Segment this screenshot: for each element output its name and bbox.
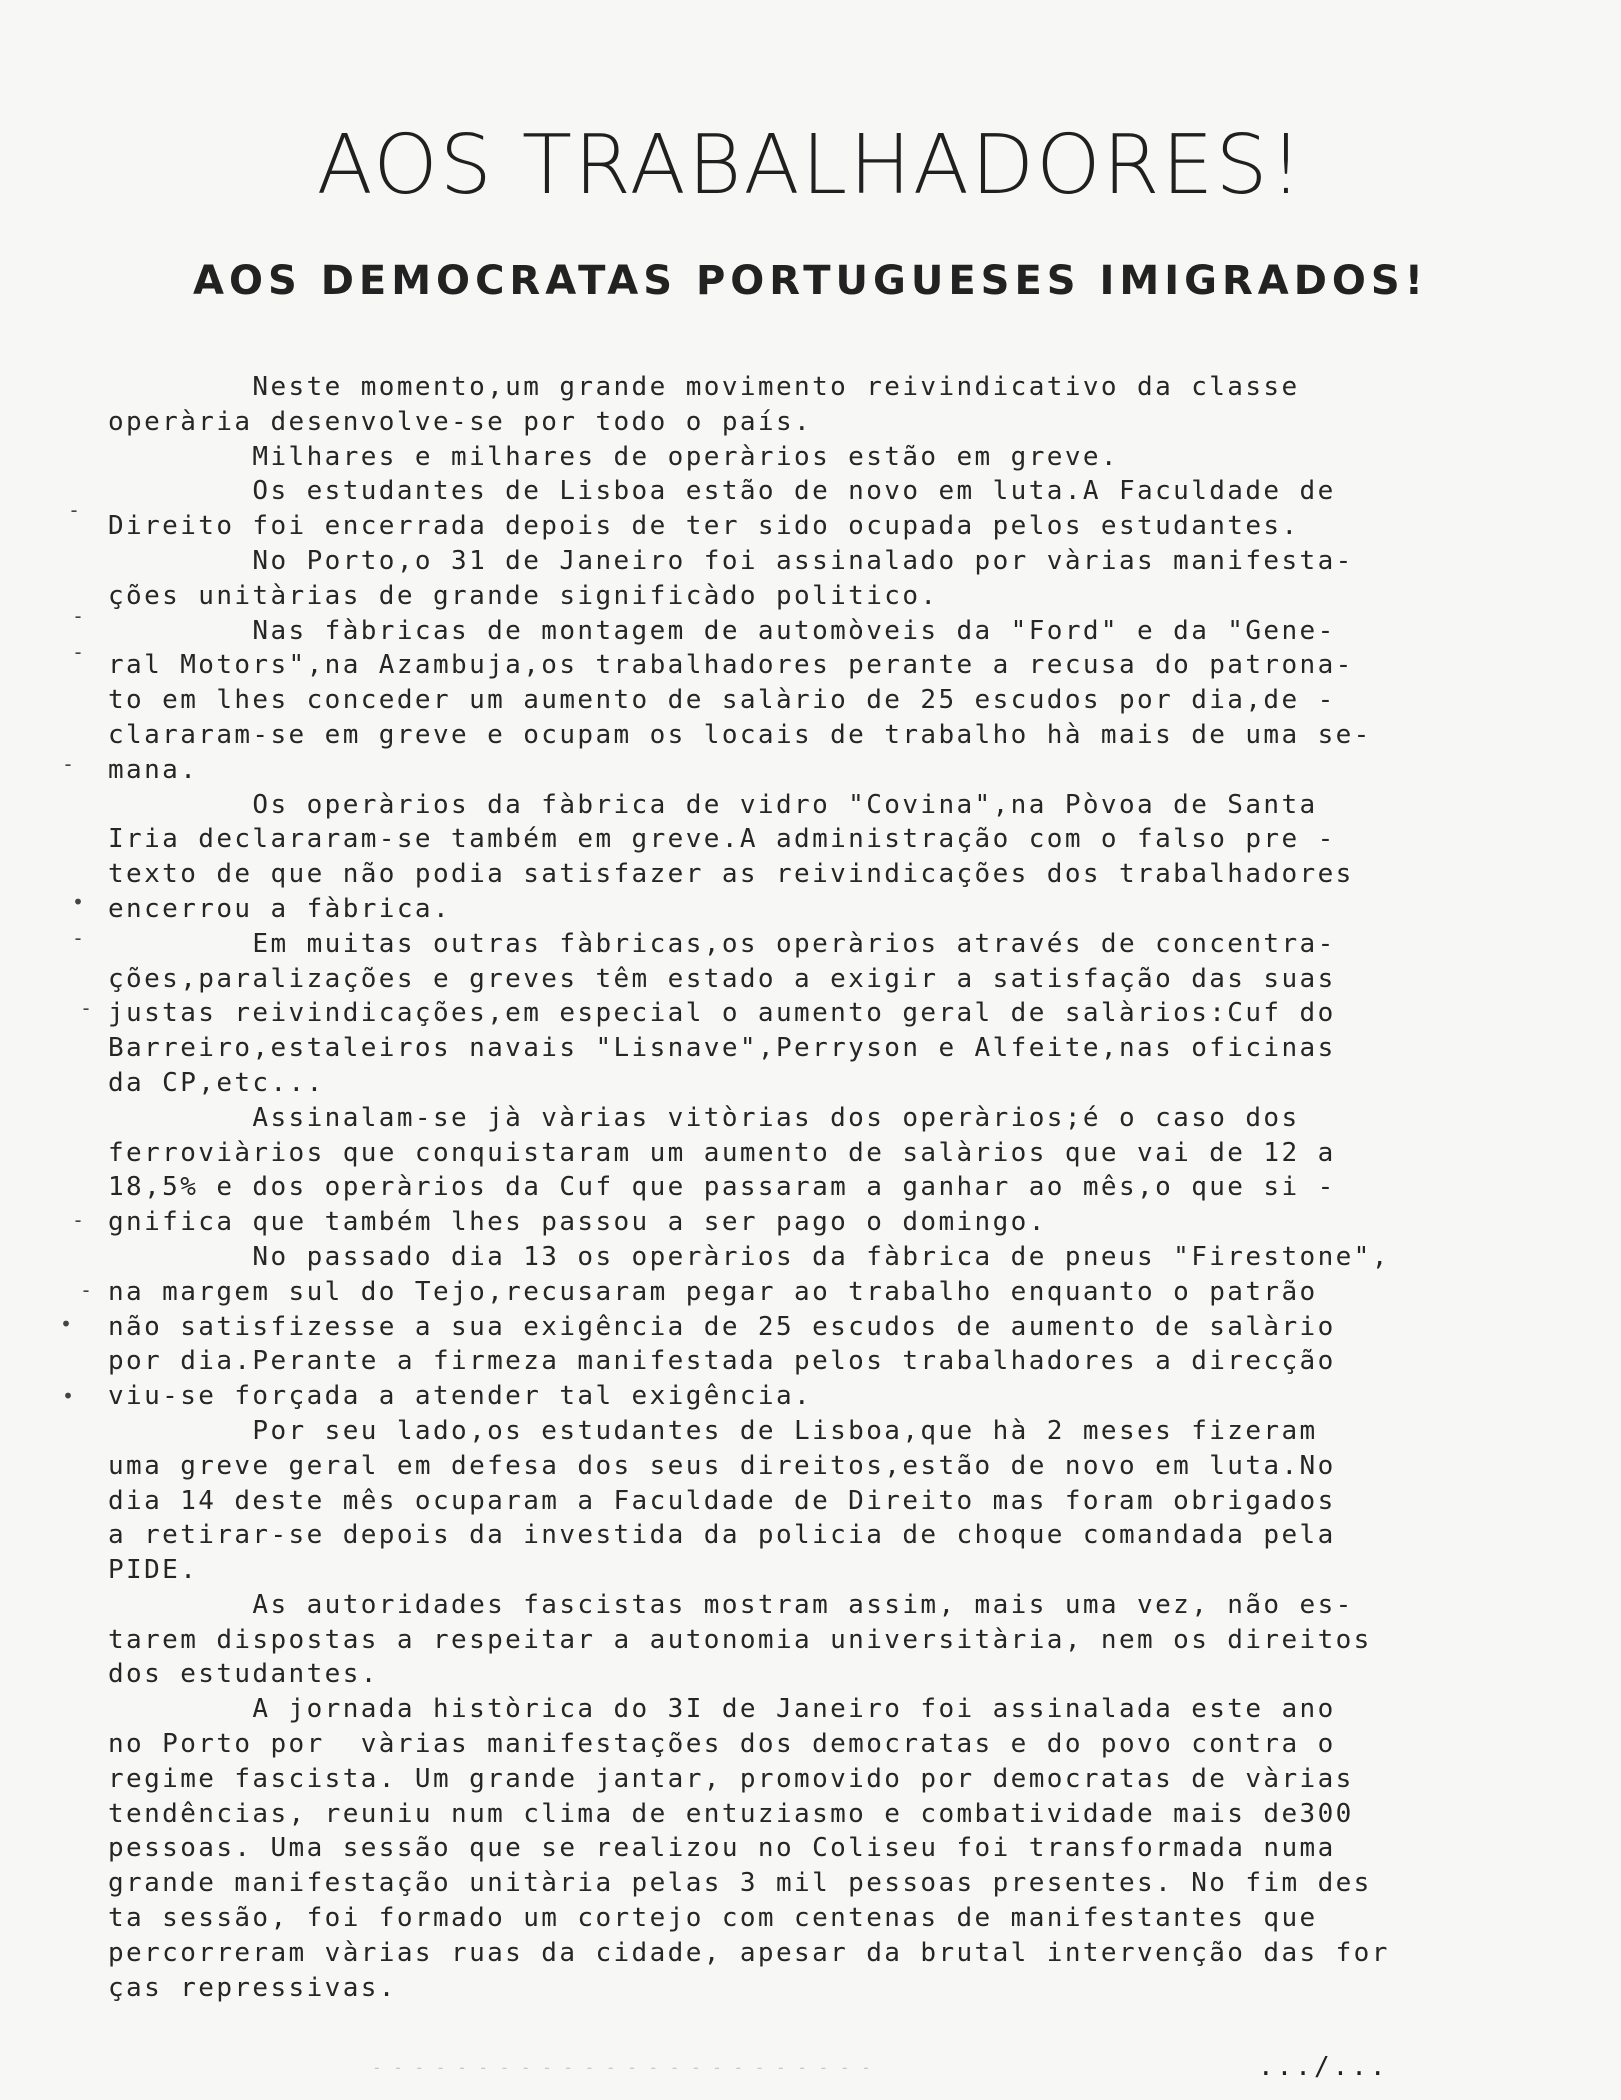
text-line: ções,paralizações e greves têm estado a exigir a satisfação das suas [108,963,1336,994]
text-line: ções unitàrias de grande significàdo politico. [108,580,939,611]
text-line: Em muitas outras fàbricas,os operàrios através de concentra- [108,928,1336,959]
margin-mark: - [72,604,85,628]
document-body [108,370,1528,2005]
text-line: clararam-se em greve e ocupam os locais de trabalho hà mais de uma se- [108,719,1372,750]
text-line: dia 14 deste mês ocuparam a Faculdade de Direito mas foram obrigados [108,1485,1336,1516]
text-line: Iria declararam-se também em greve.A administração com o falso pre - [108,824,1336,855]
text-line: justas reivindicações,em especial o aumento geral de salàrios:Cuf do [108,998,1336,1029]
text-line: texto de que não podia satisfazer as reivindicações dos trabalhadores [108,859,1354,890]
text-line: regime fascista. Um grande jantar, promovido por democratas de vàrias [108,1763,1354,1794]
text-line: ral Motors",na Azambuja,os trabalhadores perante a recusa do patrona- [108,650,1354,681]
text-line: pessoas. Uma sessão que se realizou no Coliseu foi transformada numa [108,1833,1336,1864]
text-line: mana. [108,754,199,785]
text-line: Direito foi encerrada depois de ter sido ocupada pelos estudantes. [108,511,1300,542]
text-line: não satisfizesse a sua exigência de 25 escudos de aumento de salàrio [108,1311,1336,1342]
text-line: da CP,etc... [108,1067,325,1098]
text-line: Milhares e milhares de operàrios estão em greve. [108,441,1119,472]
text-line: Neste momento,um grande movimento reivindicativo da classe [108,372,1300,402]
text-line: Assinalam-se jà vàrias vitòrias dos operàrios;é o caso dos [108,1102,1300,1133]
text-line: encerrou a fàbrica. [108,893,452,924]
text-line: As autoridades fascistas mostram assim, mais uma vez, não es- [108,1589,1354,1620]
text-line: No passado dia 13 os operàrios da fàbrica de pneus "Firestone", [108,1241,1390,1272]
text-line: 18,5% e dos operàrios da Cuf que passaram a ganhar ao mês,o que si - [108,1172,1336,1203]
text-line: tarem dispostas a respeitar a autonomia universitària, nem os direitos [108,1624,1372,1655]
text-line: a retirar-se depois da investida da policia de choque comandada pela [108,1520,1336,1551]
text-line: Por seu lado,os estudantes de Lisboa,que hà 2 meses fizeram [108,1415,1318,1446]
margin-mark: - [62,752,75,776]
text-line: ças repressivas. [108,1972,397,2003]
text-line: tendências, reuniu num clima de entuziasmo e combatividade mais de300 [108,1798,1354,1829]
margin-mark: - [80,996,93,1020]
text-line: grande manifestação unitària pelas 3 mil pessoas presentes. No fim des [108,1868,1372,1899]
text-line: PIDE. [108,1555,199,1586]
text-line: no Porto por vàrias manifestações dos democratas e do povo contra o [108,1729,1336,1760]
text-line: Nas fàbricas de montagem de automòveis da "Ford" e da "Gene- [108,615,1336,646]
margin-mark: - [68,498,81,522]
text-line: dos estudantes. [108,1659,379,1690]
margin-mark: - [72,926,85,950]
text-line: Barreiro,estaleiros navais "Lisnave",Perryson e Alfeite,nas oficinas [108,1033,1336,1064]
margin-mark: - [80,1278,93,1302]
text-line: ferroviàrios que conquistaram um aumento de salàrios que vai de 12 a [108,1137,1336,1168]
text-line: na margem sul do Tejo,recusaram pegar ao trabalho enquanto o patrão [108,1276,1318,1307]
margin-mark: - [72,1208,85,1232]
continuation-marker: .../... [1258,2052,1389,2082]
bottom-rule: - - - - - - - - - - - - - - - - - - - - - - - - [372,2058,872,2077]
margin-mark: - [72,640,85,664]
text-line: Os operàrios da fàbrica de vidro "Covina",na Pòvoa de Santa [108,789,1318,820]
text-line: por dia.Perante a firmeza manifestada pelos trabalhadores a direcção [108,1346,1336,1377]
margin-mark: • [60,1312,73,1336]
text-line: to em lhes conceder um aumento de salàrio de 25 escudos por dia,de - [108,685,1336,716]
text-line: operària desenvolve-se por todo o país. [108,406,813,437]
text-line: A jornada històrica do 3I de Janeiro foi assinalada este ano [108,1694,1336,1725]
page-title: AOS TRABALHADORES! [316,118,1305,213]
text-line: Os estudantes de Lisboa estão de novo em luta.A Faculdade de [108,476,1336,507]
text-line: viu-se forçada a atender tal exigência. [108,1381,813,1412]
text-line: ta sessão, foi formado um cortejo com centenas de manifestantes que [108,1903,1318,1934]
margin-mark: • [72,890,85,914]
text-line: No Porto,o 31 de Janeiro foi assinalado por vàrias manifesta- [108,545,1354,576]
text-line: gnifica que também lhes passou a ser pago o domingo. [108,1207,1047,1238]
page-subtitle: AOS DEMOCRATAS PORTUGUESES IMIGRADOS! [193,258,1428,304]
text-line: uma greve geral em defesa dos seus direitos,estão de novo em luta.No [108,1450,1336,1481]
margin-mark: • [62,1384,75,1408]
text-line: percorreram vàrias ruas da cidade, apesar da brutal intervenção das for [108,1937,1390,1968]
